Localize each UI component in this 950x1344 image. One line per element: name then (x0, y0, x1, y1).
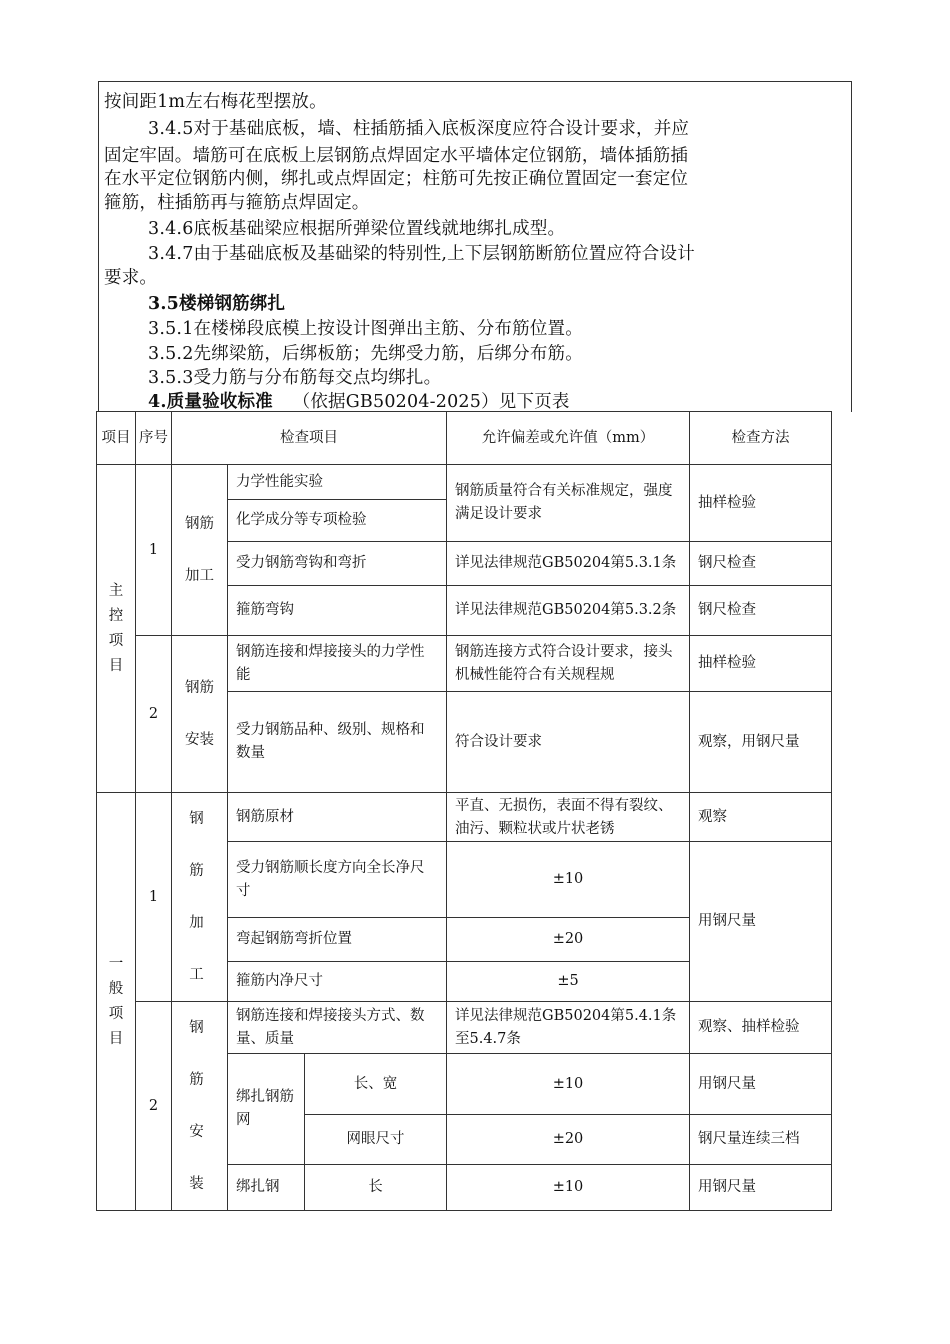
main-r3-check: 受力钢筋弯钩和弯折 (228, 542, 447, 586)
general-r1-tolerance: 平直、无损伤，表面不得有裂纹、油污、颗粒状或片状老锈 (455, 798, 673, 837)
general-r3-tolerance: ±20 (447, 918, 690, 962)
section-heading-4 (148, 388, 570, 413)
table-header-row (97, 412, 832, 465)
general-r2-method: 用钢尺量 (690, 842, 832, 1002)
general-r4-tolerance: ±5 (447, 962, 690, 1002)
main-r3-method: 钢尺检查 (690, 542, 832, 586)
main-g1-seq: 1 (136, 465, 172, 636)
main-r5-method: 抽样检验 (690, 636, 832, 692)
main-g2-seq: 2 (136, 636, 172, 793)
general-r7-method: 钢尺量连续三档 (690, 1115, 832, 1165)
general-r7-tolerance: ±20 (447, 1115, 690, 1165)
section-heading-3-5: 3.5楼梯钢筋绑扎 (148, 294, 286, 314)
general-r2-check: 受力钢筋顺长度方向全长净尺寸 (228, 842, 447, 918)
header-item: 项目 (97, 412, 136, 465)
table-row (97, 793, 832, 842)
main-g1-name: 钢筋加工 (185, 516, 214, 584)
header-seq: 序号 (136, 412, 172, 465)
general-r4-check: 箍筋内净尺寸 (228, 962, 447, 1002)
clause-3-5-1: 3.5.1在楼梯段底模上按设计图弹出主筋、分布筋位置。 (148, 319, 583, 339)
general-r8-tolerance: ±10 (447, 1165, 690, 1211)
main-r4-check: 箍筋弯钩 (228, 586, 447, 636)
header-method: 检查方法 (690, 412, 832, 465)
general-g2-seq: 2 (136, 1002, 172, 1211)
header-tolerance: 允许偏差或允许值（mm） (447, 412, 690, 465)
heading-4-bold: 4.质量验收标准 (148, 392, 273, 412)
table-row (97, 465, 832, 500)
paragraph-line: 固定牢固。墙筋可在底板上层钢筋点焊固定水平墙体定位钢筋，墙体插筋插 (104, 146, 689, 166)
main-r1-tolerance: 钢筋质量符合有关标准规定，强度满足设计要求 (447, 465, 690, 542)
paragraph-line: 要求。 (104, 268, 158, 288)
heading-4-reference: （依据GB50204-2025）见下页表 (292, 392, 570, 412)
main-r1-check: 力学性能实验 (228, 465, 447, 500)
general-r6-sub: 长、宽 (305, 1054, 447, 1115)
main-r6-tolerance: 符合设计要求 (447, 692, 690, 793)
main-r1-method: 抽样检验 (690, 465, 832, 542)
table-row (97, 636, 832, 692)
general-r1-method: 观察 (690, 793, 832, 842)
main-r6-method: 观察，用钢尺量 (690, 692, 832, 793)
table-row (97, 1002, 832, 1054)
general-r1-check: 钢筋原材 (228, 793, 447, 842)
general-r5-check: 钢筋连接和焊接接头方式、数量、质量 (228, 1002, 447, 1054)
general-r5-method: 观察、抽样检验 (690, 1002, 832, 1054)
general-r6-tolerance: ±10 (447, 1054, 690, 1115)
general-items-label: 一般项目 (108, 955, 124, 1047)
general-mesh-label: 绑扎钢筋网 (236, 1089, 294, 1128)
clause-3-5-2: 3.5.2先绑梁筋，后绑板筋；先绑受力筋，后绑分布筋。 (148, 344, 583, 364)
general-r7-sub: 网眼尺寸 (305, 1115, 447, 1165)
general-r2-tolerance: ±10 (447, 842, 690, 918)
clause-3-4-6: 3.4.6底板基础梁应根据所弹梁位置线就地绑扎成型。 (148, 219, 566, 239)
main-r4-method: 钢尺检查 (690, 586, 832, 636)
quality-acceptance-table (96, 411, 832, 1211)
general-g1-name: 钢筋加工 (189, 811, 210, 983)
general-r8-sub: 长 (305, 1165, 447, 1211)
main-items-label: 主控项目 (108, 582, 124, 674)
paragraph-line: 箍筋，柱插筋再与箍筋点焊固定。 (104, 193, 370, 213)
general-skeleton-label: 绑扎钢 (228, 1165, 305, 1211)
general-g2-name: 钢筋安装 (189, 1020, 210, 1192)
clause-3-4-7: 3.4.7由于基础底板及基础梁的特别性,上下层钢筋断筋位置应符合设计 (148, 244, 695, 264)
header-check: 检查项目 (172, 412, 447, 465)
general-r3-check: 弯起钢筋弯折位置 (228, 918, 447, 962)
main-r4-tolerance: 详见法律规范GB50204第5.3.2条 (447, 586, 690, 636)
clause-3-4-5: 3.4.5对于基础底板，墙、柱插筋插入底板深度应符合设计要求，并应 (148, 119, 690, 139)
paragraph-line: 按间距1m左右梅花型摆放。 (104, 92, 327, 112)
general-r5-tolerance: 详见法律规范GB50204第5.4.1条至5.4.7条 (447, 1002, 690, 1054)
general-g1-seq: 1 (136, 793, 172, 1002)
general-r8-method: 用钢尺量 (690, 1165, 832, 1211)
paragraph-line: 在水平定位钢筋内侧，绑扎或点焊固定；柱筋可先按正确位置固定一套定位 (104, 169, 689, 189)
main-r2-check: 化学成分等专项检验 (228, 500, 447, 542)
general-r6-method: 用钢尺量 (690, 1054, 832, 1115)
clause-3-5-3: 3.5.3受力筋与分布筋每交点均绑扎。 (148, 368, 442, 388)
main-r5-check: 钢筋连接和焊接接头的力学性能 (228, 636, 447, 692)
main-r6-check: 受力钢筋品种、级别、规格和数量 (228, 692, 447, 793)
main-r5-tolerance: 钢筋连接方式符合设计要求，接头机械性能符合有关规程规 (447, 636, 690, 692)
main-r3-tolerance: 详见法律规范GB50204第5.3.1条 (447, 542, 690, 586)
main-g2-name: 钢筋安装 (185, 680, 214, 748)
